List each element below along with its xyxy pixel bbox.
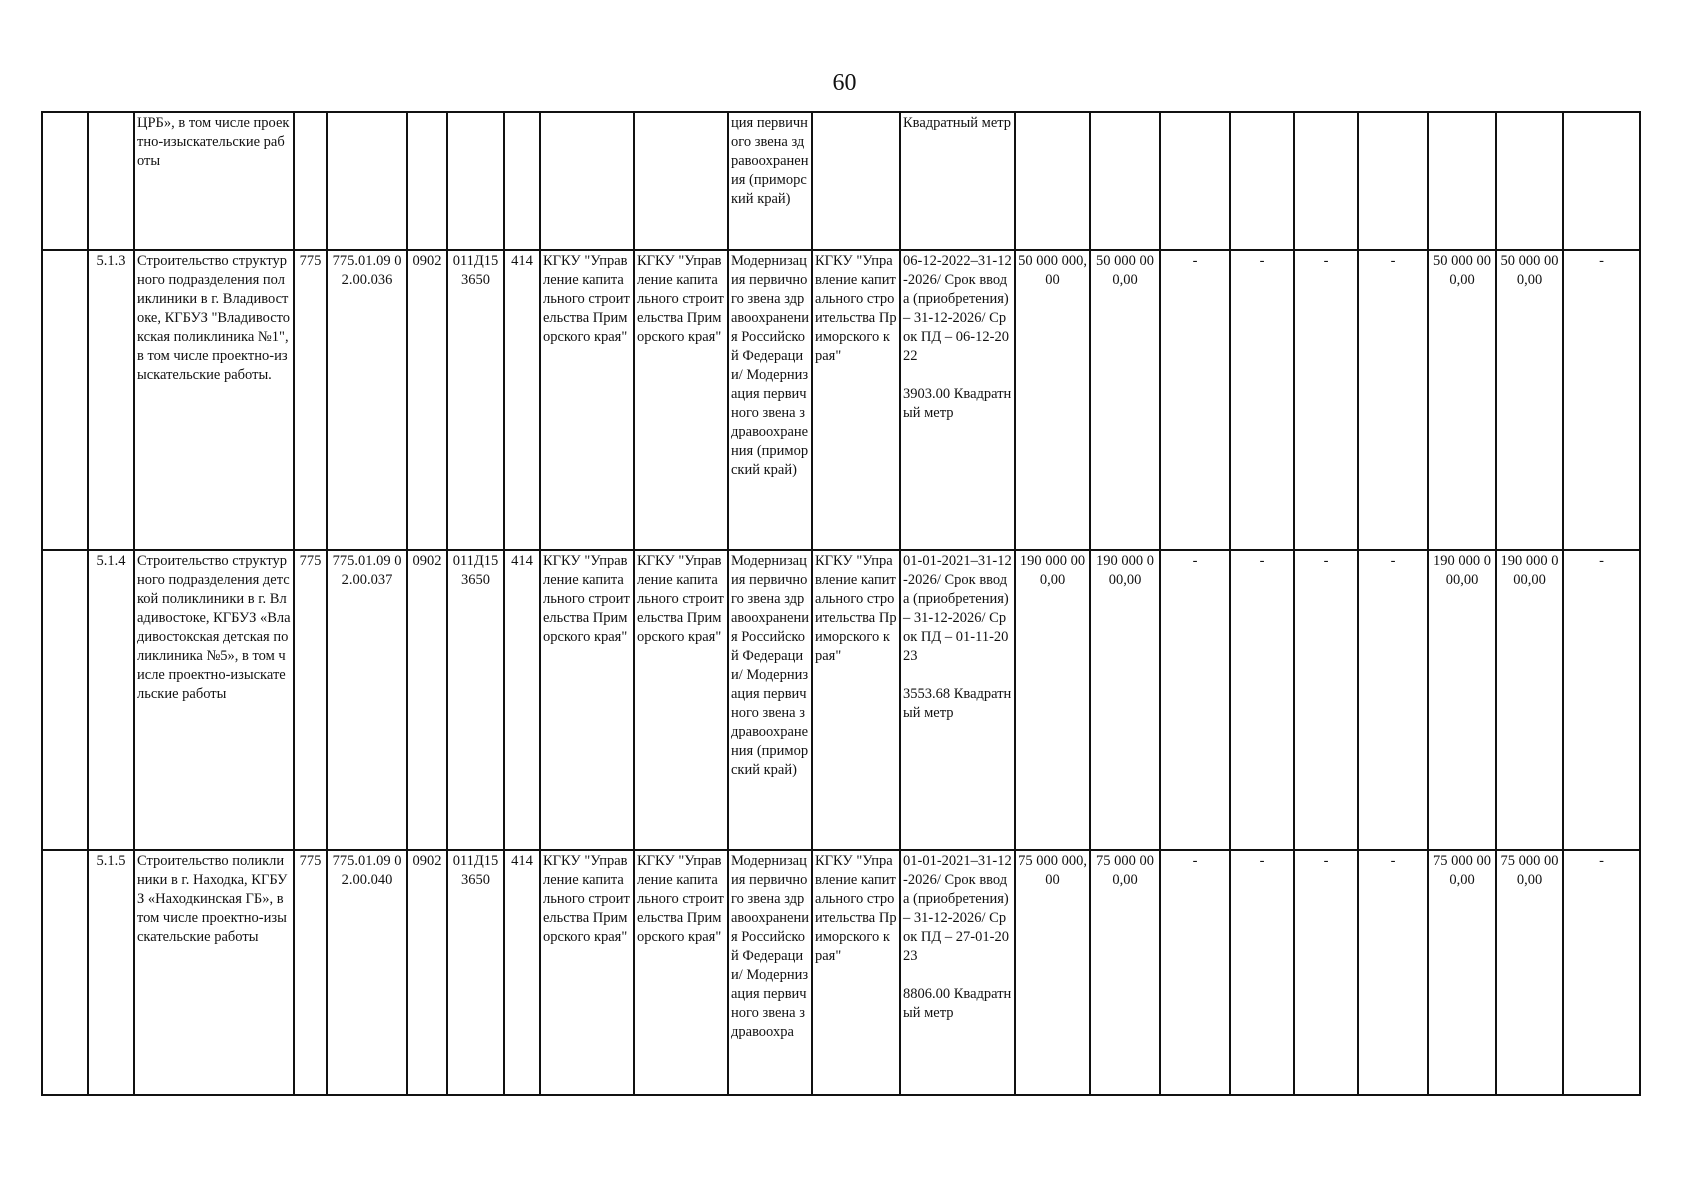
- table-cell-c13: [1015, 112, 1090, 250]
- table-cell-c7: 414: [504, 250, 540, 550]
- table-row: [42, 550, 1640, 850]
- table-cell-c19: 75 000 000,00: [1428, 850, 1496, 1095]
- table-cell-no: 5.1.5: [88, 850, 134, 1095]
- empty-cell: [42, 850, 88, 1095]
- table-cell-c21: -: [1563, 250, 1640, 550]
- table-cell-c13: 75 000 000,00: [1015, 850, 1090, 1095]
- table-cell-c19: 190 000 000,00: [1428, 550, 1496, 850]
- table-cell-c12: 01-01-2021–31-12-2026/ Срок ввода (приобретения) – 31-12-2026/ Срок ПД – 27-01-2023 8806.00 Квадратный метр: [900, 850, 1015, 1095]
- table-cell-c11: КГКУ "Управление капитального строительства Приморского края": [812, 250, 900, 550]
- table-cell-c9: [634, 112, 728, 250]
- table-cell-name: Строительство структурного подразделения детской поликлиники в г. Владивостоке, КГБУЗ «Владивостокская детская поликлиника №5», в том числе проектно-изыскательские работы: [134, 550, 294, 850]
- table-cell-c10: Модернизация первичного звена здравоохранения Российской Федерации/ Модернизация первичного звена здравоохранения (приморский край): [728, 550, 812, 850]
- table-cell-no: 5.1.4: [88, 550, 134, 850]
- table-cell-c19: 50 000 000,00: [1428, 250, 1496, 550]
- table-cell-c10: ция первичного звена здравоохранения (приморский край): [728, 112, 812, 250]
- table-cell-c5: 0902: [407, 850, 447, 1095]
- table-cell-c15: -: [1160, 550, 1230, 850]
- table-cell-c21: -: [1563, 850, 1640, 1095]
- table-cell-c5: [407, 112, 447, 250]
- table-cell-name: Строительство структурного подразделения поликлиники в г. Владивостоке, КГБУЗ "Владивостокская поликлиника №1", в том числе проектно-изыскательские работы.: [134, 250, 294, 550]
- table-cell-c6: 011Д15 3650: [447, 850, 504, 1095]
- table-cell-c10: Модернизация первичного звена здравоохранения Российской Федерации/ Модернизация первичного звена здравоохранения (приморский край): [728, 250, 812, 550]
- table-cell-c4: 775.01.09 02.00.040: [327, 850, 407, 1095]
- table-cell-c8: КГКУ "Управление капитального строительства Приморского края": [540, 550, 634, 850]
- table-cell-c7: 414: [504, 550, 540, 850]
- table-cell-name: ЦРБ», в том числе проектно-изыскательские работы: [134, 112, 294, 250]
- table-cell-c7: 414: [504, 850, 540, 1095]
- table-cell-c12: 06-12-2022–31-12-2026/ Срок ввода (приобретения) – 31-12-2026/ Срок ПД – 06-12-2022 3903.00 Квадратный метр: [900, 250, 1015, 550]
- table-cell-c16: -: [1230, 850, 1294, 1095]
- table-cell-name: Строительство поликлиники в г. Находка, КГБУЗ «Находкинская ГБ», в том числе проектно-изыскательские работы: [134, 850, 294, 1095]
- table-cell-c3: [294, 112, 327, 250]
- table-cell-no: [88, 112, 134, 250]
- table-cell-c11: КГКУ "Управление капитального строительства Приморского края": [812, 850, 900, 1095]
- table-cell-c13: 50 000 000,00: [1015, 250, 1090, 550]
- table-cell-c17: -: [1294, 550, 1358, 850]
- table-cell-c6: 011Д15 3650: [447, 250, 504, 550]
- table-cell-c18: -: [1358, 850, 1428, 1095]
- table-cell-c12: Квадратный метр: [900, 112, 1015, 250]
- table-cell-c20: 50 000 000,00: [1496, 250, 1563, 550]
- table-cell-c13: 190 000 000,00: [1015, 550, 1090, 850]
- table-cell-c20: 75 000 000,00: [1496, 850, 1563, 1095]
- table-cell-c3: 775: [294, 850, 327, 1095]
- table-cell-c14: [1090, 112, 1160, 250]
- table-cell-c19: [1428, 112, 1496, 250]
- table-row: [42, 250, 1640, 550]
- table-cell-c8: [540, 112, 634, 250]
- table-cell-c9: КГКУ "Управление капитального строительства Приморского края": [634, 550, 728, 850]
- table-cell-c11: [812, 112, 900, 250]
- table-cell-c20: 190 000 000,00: [1496, 550, 1563, 850]
- table-cell-c16: -: [1230, 550, 1294, 850]
- table-cell-c18: -: [1358, 550, 1428, 850]
- table-row: [42, 850, 1640, 1095]
- table-cell-c8: КГКУ "Управление капитального строительства Приморского края": [540, 250, 634, 550]
- table-cell-c4: [327, 112, 407, 250]
- table-cell-c5: 0902: [407, 250, 447, 550]
- table-cell-c11: КГКУ "Управление капитального строительства Приморского края": [812, 550, 900, 850]
- table-cell-c18: [1358, 112, 1428, 250]
- table-cell-no: 5.1.3: [88, 250, 134, 550]
- table-cell-c21: -: [1563, 550, 1640, 850]
- table-cell-c20: [1496, 112, 1563, 250]
- page-number: 60: [832, 70, 857, 96]
- table-cell-c17: [1294, 112, 1358, 250]
- table-row: [42, 112, 1640, 250]
- table-cell-c9: КГКУ "Управление капитального строительства Приморского края": [634, 250, 728, 550]
- table-cell-c6: [447, 112, 504, 250]
- table-cell-c15: -: [1160, 250, 1230, 550]
- table-cell-c3: 775: [294, 250, 327, 550]
- empty-cell: [42, 550, 88, 850]
- table-cell-c14: 50 000 000,00: [1090, 250, 1160, 550]
- table-cell-c21: [1563, 112, 1640, 250]
- table-cell-c8: КГКУ "Управление капитального строительства Приморского края": [540, 850, 634, 1095]
- table-cell-c3: 775: [294, 550, 327, 850]
- table-cell-c9: КГКУ "Управление капитального строительства Приморского края": [634, 850, 728, 1095]
- table-cell-c16: [1230, 112, 1294, 250]
- table-cell-c17: -: [1294, 850, 1358, 1095]
- table-cell-c16: -: [1230, 250, 1294, 550]
- table-cell-c5: 0902: [407, 550, 447, 850]
- table-cell-c14: 75 000 000,00: [1090, 850, 1160, 1095]
- table-cell-c15: -: [1160, 850, 1230, 1095]
- empty-cell: [42, 112, 88, 250]
- table-cell-c10: Модернизация первичного звена здравоохранения Российской Федерации/ Модернизация первичного звена здравоохра: [728, 850, 812, 1095]
- budget-table: [41, 111, 1641, 1096]
- table-cell-c6: 011Д15 3650: [447, 550, 504, 850]
- table-cell-c18: -: [1358, 250, 1428, 550]
- table-cell-c14: 190 000 000,00: [1090, 550, 1160, 850]
- table-cell-c7: [504, 112, 540, 250]
- table-cell-c4: 775.01.09 02.00.036: [327, 250, 407, 550]
- table-cell-c15: [1160, 112, 1230, 250]
- table-cell-c4: 775.01.09 02.00.037: [327, 550, 407, 850]
- empty-cell: [42, 250, 88, 550]
- table-cell-c12: 01-01-2021–31-12-2026/ Срок ввода (приобретения) – 31-12-2026/ Срок ПД – 01-11-2023 3553.68 Квадратный метр: [900, 550, 1015, 850]
- table-cell-c17: -: [1294, 250, 1358, 550]
